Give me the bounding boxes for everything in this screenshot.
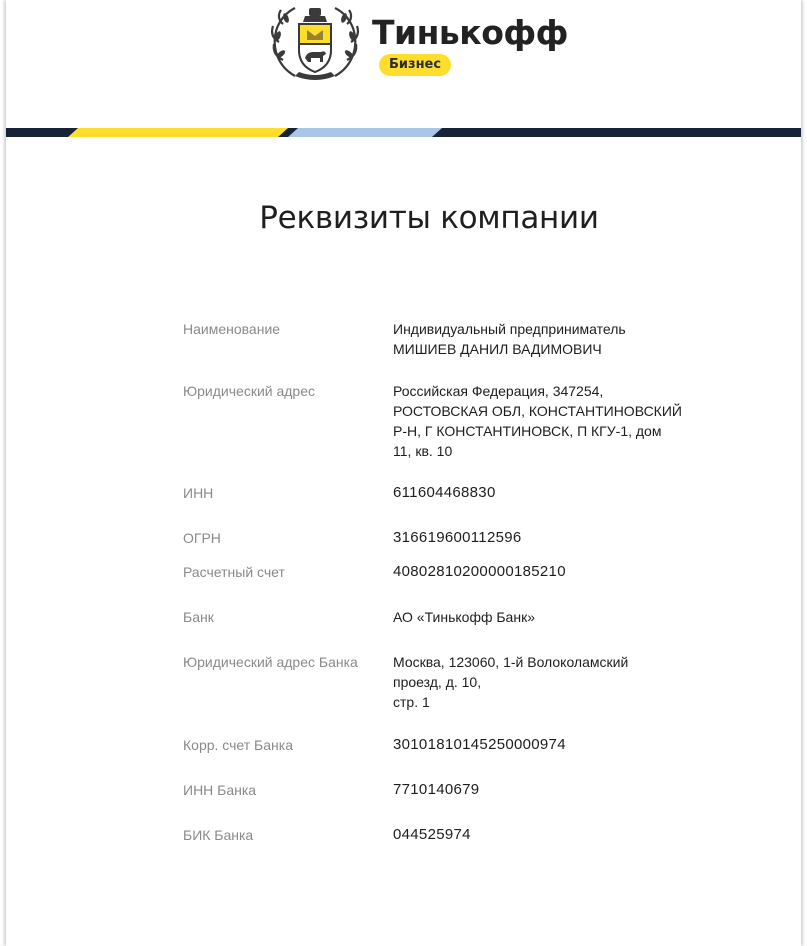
requisite-label: Расчетный счет — [183, 564, 285, 580]
requisite-value: Индивидуальный предприниматель МИШИЕВ ДАНИЛ ВАДИМОВИЧ — [393, 321, 626, 357]
requisite-value: 044525974 — [393, 826, 471, 843]
requisite-value: 611604468830 — [393, 484, 496, 501]
requisite-label: Наименование — [183, 321, 281, 337]
tinkoff-business-logo — [269, 2, 568, 84]
requisite-label: Корр. счет Банка — [183, 737, 293, 753]
requisite-label: БИК Банка — [183, 827, 254, 843]
requisite-value: 30101810145250000974 — [393, 736, 566, 753]
requisite-label: ИНН Банка — [183, 782, 257, 798]
brand-name: Тинькофф — [372, 13, 568, 52]
requisite-label: ИНН — [183, 485, 214, 501]
requisite-value: Москва, 123060, 1-й Волоколамский проезд, д. 10, стр. 1 — [393, 654, 629, 710]
requisite-value: АО «Тинькофф Банк» — [393, 609, 535, 625]
requisite-value: 316619600112596 — [393, 529, 522, 546]
requisite-label: Юридический адрес — [183, 383, 316, 399]
requisite-label: ОГРН — [183, 530, 221, 546]
requisite-label: Банк — [183, 609, 214, 625]
tinkoff-emblem-icon — [269, 2, 361, 84]
requisite-value: 40802810200000185210 — [393, 563, 566, 580]
business-badge: Бизнес — [379, 54, 451, 76]
header-stripe — [6, 128, 801, 137]
requisite-value: 7710140679 — [393, 781, 480, 798]
requisite-value: Российская Федерация, 347254, РОСТОВСКАЯ ОБЛ, КОНСТАНТИНОВСКИЙ Р-Н, Г КОНСТАНТИНОВСК, П КГУ-1, дом 11, кв. 10 — [393, 383, 682, 459]
document-page — [6, 0, 801, 946]
page-title: Реквизиты компании — [259, 200, 599, 236]
requisite-label: Юридический адрес Банка — [183, 654, 358, 670]
